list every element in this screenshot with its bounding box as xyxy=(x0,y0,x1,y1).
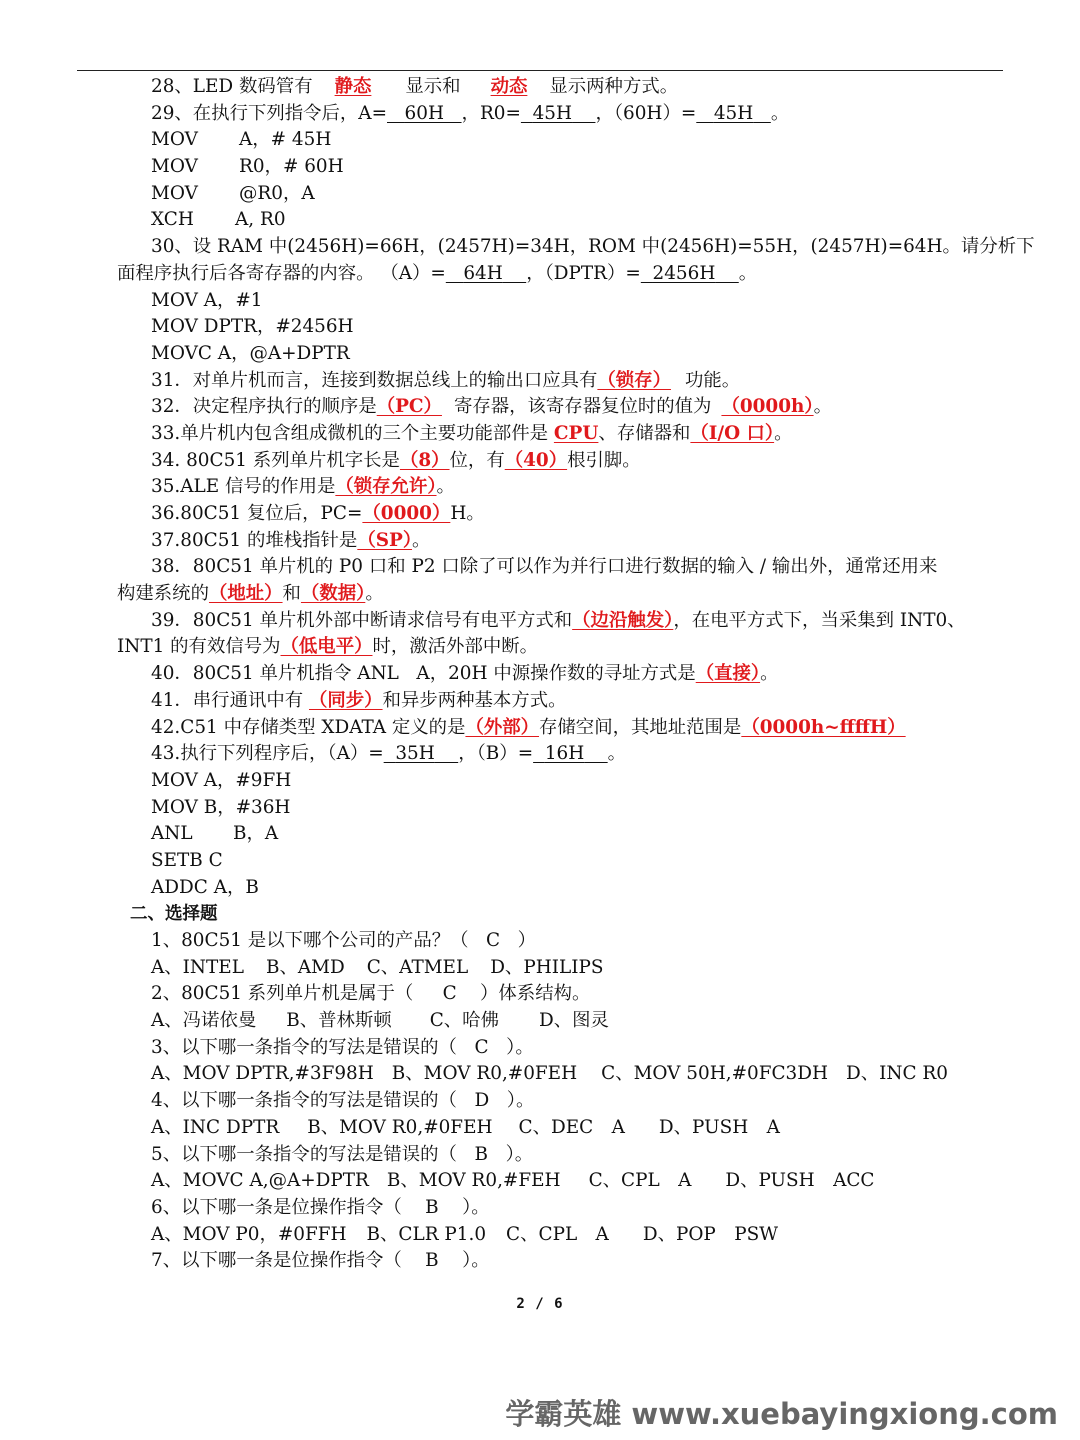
q35-answer: （锁存允许） xyxy=(335,476,437,498)
question-42: 42.C51 中存储类型 XDATA 定义的是（外部）存储空间，其地址范围是（0000h~ffffH） xyxy=(151,716,906,738)
code-line: SETB C xyxy=(151,849,223,871)
q34-answer-1: （8） xyxy=(399,449,450,471)
q28-text: 28、LED 数码管有 xyxy=(151,76,313,97)
choice-question-4: 4、以下哪一条指令的写法是错误的（ D ）。 xyxy=(151,1090,535,1112)
q39-answer-2: （低电平） xyxy=(280,636,373,658)
choice-answer: B xyxy=(425,1250,439,1272)
question-39-line-1: 39．80C51 单片机外部中断请求信号有电平方式和（边沿触发），在电平方式下，当采集到 INT0、 xyxy=(151,609,966,631)
q28-text-3: 显示两种方式。 xyxy=(549,76,679,97)
question-39-line-2: INT1 的有效信号为（低电平）时，激活外部中断。 xyxy=(117,636,539,658)
code-line: MOV R0，# 60H xyxy=(151,156,344,178)
q38-answer-2: （数据） xyxy=(300,583,366,605)
q29-text-4: 。 xyxy=(770,102,790,124)
header-rule xyxy=(77,70,1003,71)
q29-value-a: 60H xyxy=(404,102,444,124)
question-34: 34. 80C51 系列单片机字长是（8）位，有（40）根引脚。 xyxy=(151,449,641,471)
question-32: 32．决定程序执行的顺序是（PC） 寄存器，该寄存器复位时的值为 （0000h）。 xyxy=(151,396,832,418)
page-number: 2 / 6 xyxy=(516,1296,564,1312)
q29-value-r0: 45H xyxy=(532,102,573,124)
q43-value-b: 16H xyxy=(544,743,585,765)
choice-answer: C xyxy=(474,1036,489,1058)
question-31: 31．对单片机而言，连接到数据总线上的输出口应具有（锁存） 功能。 xyxy=(151,369,741,391)
question-28 xyxy=(0,74,1080,101)
q29-text-2: ，R0= xyxy=(461,102,521,124)
code-line: MOV @R0，A xyxy=(151,182,315,204)
q30-value-dptr: 2456H xyxy=(652,262,716,284)
choice-question-3: 3、以下哪一条指令的写法是错误的（ C ）。 xyxy=(151,1036,534,1058)
choice-answer: D xyxy=(474,1090,490,1112)
choice-answer: B xyxy=(474,1143,489,1165)
q29-text-3: ，（60H）= xyxy=(595,102,697,124)
question-33: 33.单片机内包含组成微机的三个主要功能部件是 CPU、存储器和（I/O 口）。 xyxy=(151,422,793,444)
code-line: MOV B，#36H xyxy=(151,796,291,818)
code-line: MOVC A，@A+DPTR xyxy=(151,342,350,364)
question-30-line-1: 30、设 RAM 中(2456H)=66H，(2457H)=34H，ROM 中(2456H)=55H，(2457H)=64H。请分析下 xyxy=(151,236,1035,258)
question-29 xyxy=(0,101,1080,128)
q38-answer-1: （地址） xyxy=(208,583,283,605)
watermark: 学霸英雄 www.xuebayingxiong.com xyxy=(505,1397,1058,1431)
q29-text: 29、在执行下列指令后，A= xyxy=(151,102,387,124)
question-43: 43.执行下列程序后，（A）= 35H ，（B）= 16H 。 xyxy=(151,743,627,765)
choice-question-5: 5、以下哪一条指令的写法是错误的（ B ）。 xyxy=(151,1143,534,1165)
q42-answer-1: （外部） xyxy=(465,716,540,738)
q32-answer-2: （0000h） xyxy=(721,396,814,418)
choice-answer: C xyxy=(486,930,501,951)
code-line: XCH A, R0 xyxy=(151,209,286,231)
q30-value-a: 64H xyxy=(463,262,503,284)
choice-answer: C xyxy=(442,983,457,1005)
choice-options-1: A、INTEL B、AMD C、ATMEL D、PHILIPS xyxy=(151,956,604,978)
q39-answer-1: （边沿触发） xyxy=(572,609,674,631)
q32-answer-1: （PC） xyxy=(376,396,442,418)
code-line: MOV A，#1 xyxy=(151,289,263,311)
choice-answer: B xyxy=(425,1196,439,1218)
code-line: ADDC A，B xyxy=(151,876,259,898)
code-line: MOV A，#9FH xyxy=(151,769,292,791)
choice-options-4: A、INC DPTR B、MOV R0,#0FEH C、DEC A D、PUSH A xyxy=(151,1116,780,1138)
code-line: MOV DPTR，#2456H xyxy=(151,316,354,338)
choice-question-2: 2、80C51 系列单片机是属于（ C ）体系结构。 xyxy=(151,983,591,1005)
q43-value-a: 35H xyxy=(395,743,435,765)
q36-answer: （0000） xyxy=(362,503,451,524)
q42-answer-2: （0000h~ffffH） xyxy=(741,716,906,738)
q28-answer-1: 静态 xyxy=(334,76,372,97)
q33-answer-2: （I/O 口） xyxy=(690,422,775,444)
section-heading: 二、选择题 xyxy=(130,904,218,925)
choice-question-7: 7、以下哪一条是位操作指令（ B ）。 xyxy=(151,1250,490,1272)
choice-question-6: 6、以下哪一条是位操作指令（ B ）。 xyxy=(151,1196,490,1218)
question-37: 37.80C51 的堆栈指针是（SP）。 xyxy=(151,529,431,551)
question-41: 41．串行通讯中有 （同步）和异步两种基本方式。 xyxy=(151,689,567,711)
choice-question-1: 1、80C51 是以下哪个公司的产品？（ C ） xyxy=(151,930,537,951)
q31-answer: （锁存） xyxy=(597,369,671,391)
q37-answer: （SP） xyxy=(357,529,413,551)
choice-options-2: A、冯诺依曼 B、普林斯顿 C、哈佛 D、图灵 xyxy=(151,1010,609,1032)
question-38-line-1: 38．80C51 单片机的 P0 口和 P2 口除了可以作为并行口进行数据的输入 / 输出外，通常还用来 xyxy=(151,556,938,578)
q28-answer-2: 动态 xyxy=(490,76,528,97)
q33-answer-1: CPU xyxy=(553,422,599,444)
q40-answer: （直接） xyxy=(695,663,761,685)
document-body xyxy=(0,74,1080,1275)
question-40: 40．80C51 单片机指令 ANL A，20H 中源操作数的寻址方式是（直接）。 xyxy=(151,663,779,685)
q28-text-2: 显示和 xyxy=(405,76,461,97)
question-38-line-2: 构建系统的（地址）和（数据）。 xyxy=(117,583,384,605)
q29-value-60h: 45H xyxy=(713,102,754,124)
choice-options-6: A、MOV P0，#0FFH B、CLR P1.0 C、CPL A D、POP PSW xyxy=(151,1223,779,1245)
q34-answer-2: （40） xyxy=(504,449,568,471)
choice-options-3: A、MOV DPTR,#3F98H B、MOV R0,#0FEH C、MOV 50H,#0FC3DH D、INC R0 xyxy=(151,1063,948,1085)
question-30-line-2: 面程序执行后各寄存器的内容。 （A）= 64H ，（DPTR）= 2456H 。 xyxy=(117,262,758,284)
q41-answer: （同步） xyxy=(308,689,383,711)
choice-options-5: A、MOVC A,@A+DPTR B、MOV R0,#FEH C、CPL A D、PUSH ACC xyxy=(151,1170,875,1192)
question-36: 36.80C51 复位后，PC=（0000）H。 xyxy=(151,503,485,524)
code-line: MOV A，# 45H xyxy=(151,129,332,151)
question-35: 35.ALE 信号的作用是（锁存允许）。 xyxy=(151,476,455,498)
code-line: ANL B，A xyxy=(151,823,279,845)
